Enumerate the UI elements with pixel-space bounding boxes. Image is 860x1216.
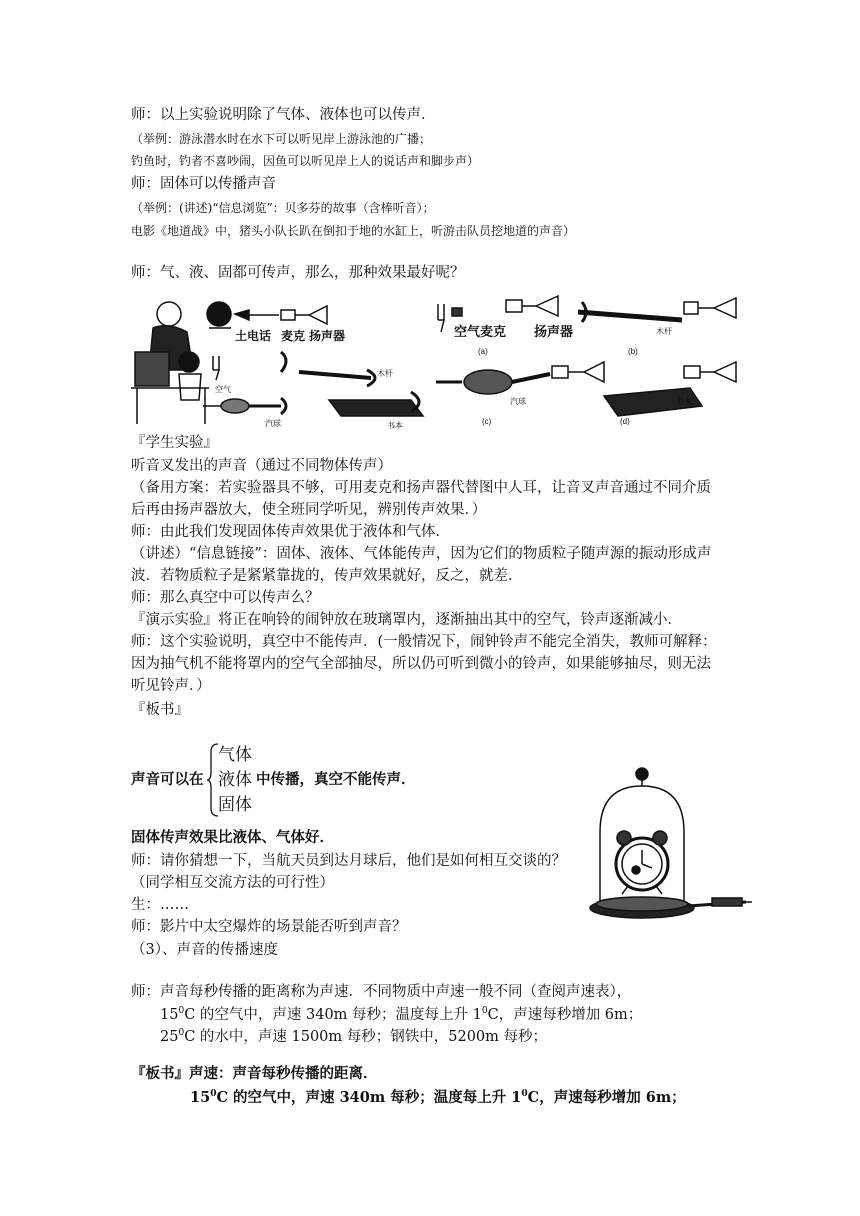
text-line: [190, 1088, 686, 1108]
text-line: （讲述）“信息链接”：固体、液体、气体能传声，因为它们的物质粒子随声源的振动形成声: [131, 546, 712, 562]
figure-label: (a): [478, 347, 488, 356]
text-line: 师：这个实验说明，真空中不能传声．(一般情况下，闹钟铃声不能完全消失，教师可解释：: [131, 634, 717, 650]
board-lead: 声音可以在: [131, 771, 204, 788]
text-line: （同学相互交流方法的可行性）: [131, 875, 334, 891]
figure-label: 麦克: [281, 329, 306, 343]
figure-label: 扬声器: [309, 329, 346, 343]
text-line: 『板书』声速：声音每秒传播的距离．: [131, 1065, 378, 1082]
text-fragment: C 的空气中，声速 340m 每秒；温度每上升 1: [184, 1007, 482, 1023]
figure-label: 空气: [215, 385, 231, 394]
figure-label: 扬声器: [534, 324, 574, 339]
figure-label: 木杆: [656, 327, 672, 336]
text-fragment: C，声速每秒增加 6m；: [527, 1089, 686, 1106]
text-line: 钓鱼时，钓者不喜吵闹，因鱼可以听见岸上人的说话声和脚步声）: [131, 154, 480, 168]
text-fragment: C 的水中，声速 1500m 每秒；钢铁中，5200m 每秒；: [184, 1029, 548, 1045]
superscript: 0: [481, 1006, 488, 1017]
text-line: 师：固体可以传播声音: [131, 176, 276, 192]
experiment-figure-left: [131, 292, 433, 430]
text-line: 师：影片中太空爆炸的场景能否听到声音？: [131, 919, 407, 935]
board-solid: 固体: [218, 795, 252, 815]
text-line: （举例：(讲述)“信息浏览”：贝多芬的故事（含棒听音）；: [131, 201, 435, 215]
text-line: 听音叉发出的声音（通过不同物体传声）: [131, 458, 392, 474]
board-gas: 气体: [218, 745, 252, 765]
text-line: 师：以上实验说明除了气体、液体也可以传声．: [131, 107, 436, 123]
text-line: 『演示实验』将正在响铃的闹钟放在玻璃罩内，逐渐抽出其中的空气，铃声逐渐减小．: [131, 612, 682, 628]
text-line: 『板书』: [131, 702, 189, 718]
text-line: （举例：游泳潜水时在水下可以听见岸上游泳池的广播；: [131, 132, 432, 146]
text-line: 因为抽气机不能将罩内的空气全部抽尽，所以仍可听到微小的铃声，如果能够抽尽，则无法: [131, 656, 711, 672]
figure-label: 书本: [676, 397, 692, 406]
figure-label: (d): [620, 417, 630, 426]
text-fragment: 15: [160, 1007, 179, 1023]
superscript: 0: [178, 1028, 185, 1039]
bell-jar-illustration: [588, 766, 754, 926]
superscript: 0: [178, 1006, 185, 1017]
text-line: [160, 1027, 547, 1047]
text-line: 波．若物质粒子是紧紧靠拢的，传声效果就好，反之，就差．: [131, 568, 523, 584]
text-line: 电影《地道战》中，猪头小队长趴在倒扣于地的水缸上，听游击队员挖地道的声音）: [131, 224, 576, 238]
figure-label: (c): [482, 417, 492, 426]
text-fragment: C 的空气中，声速 340m 每秒；温度每上升 1: [216, 1089, 522, 1106]
text-line: 师：由此我们发现固体传声效果优于液体和气体．: [131, 524, 450, 540]
text-line: [160, 1005, 642, 1025]
figure-label: 汽球: [265, 419, 281, 428]
text-fragment: 25: [160, 1029, 179, 1045]
figure-label: (b): [628, 347, 638, 356]
superscript: 0: [210, 1089, 217, 1100]
text-line: （备用方案：若实验器具不够，可用麦克和扬声器代替图中人耳，让音叉声音通过不同介质: [131, 480, 711, 496]
figure-label: 土电话: [235, 329, 272, 343]
text-line: 『学生实验』: [131, 435, 218, 451]
board-liquid: 液体: [218, 770, 252, 790]
text-line: 师：请你猜想一下，当航天员到达月球后，他们是如何相互交谈的？: [131, 853, 566, 869]
figure-label: 木杆: [377, 369, 393, 378]
text-line: 后再由扬声器放大，使全班同学听见，辨别传声效果．）: [131, 502, 487, 518]
text-line: 听见铃声．）: [131, 678, 211, 694]
text-line: 师：那么真空中可以传声么？: [131, 590, 320, 606]
text-line: 固体传声效果比液体、气体好．: [131, 829, 334, 846]
text-line: 师：气、液、固都可传声，那么，那种效果最好呢？: [131, 265, 465, 281]
figure-label: 汽球: [510, 397, 526, 406]
text-fragment: 15: [190, 1089, 211, 1106]
text-line: 生：……: [131, 897, 189, 913]
experiment-figure-right: [432, 292, 744, 430]
figure-label: 书本: [387, 421, 403, 430]
board-tail: 中传播，真空不能传声．: [256, 771, 416, 788]
figure-label: 空气麦克: [454, 324, 507, 339]
text-line: （3）、声音的传播速度: [131, 942, 278, 958]
text-line: 师：声音每秒传播的距离称为声速．不同物质中声速一般不同（查阅声速表），: [131, 984, 632, 1000]
superscript: 0: [521, 1089, 528, 1100]
text-fragment: C，声速每秒增加 6m；: [487, 1007, 643, 1023]
